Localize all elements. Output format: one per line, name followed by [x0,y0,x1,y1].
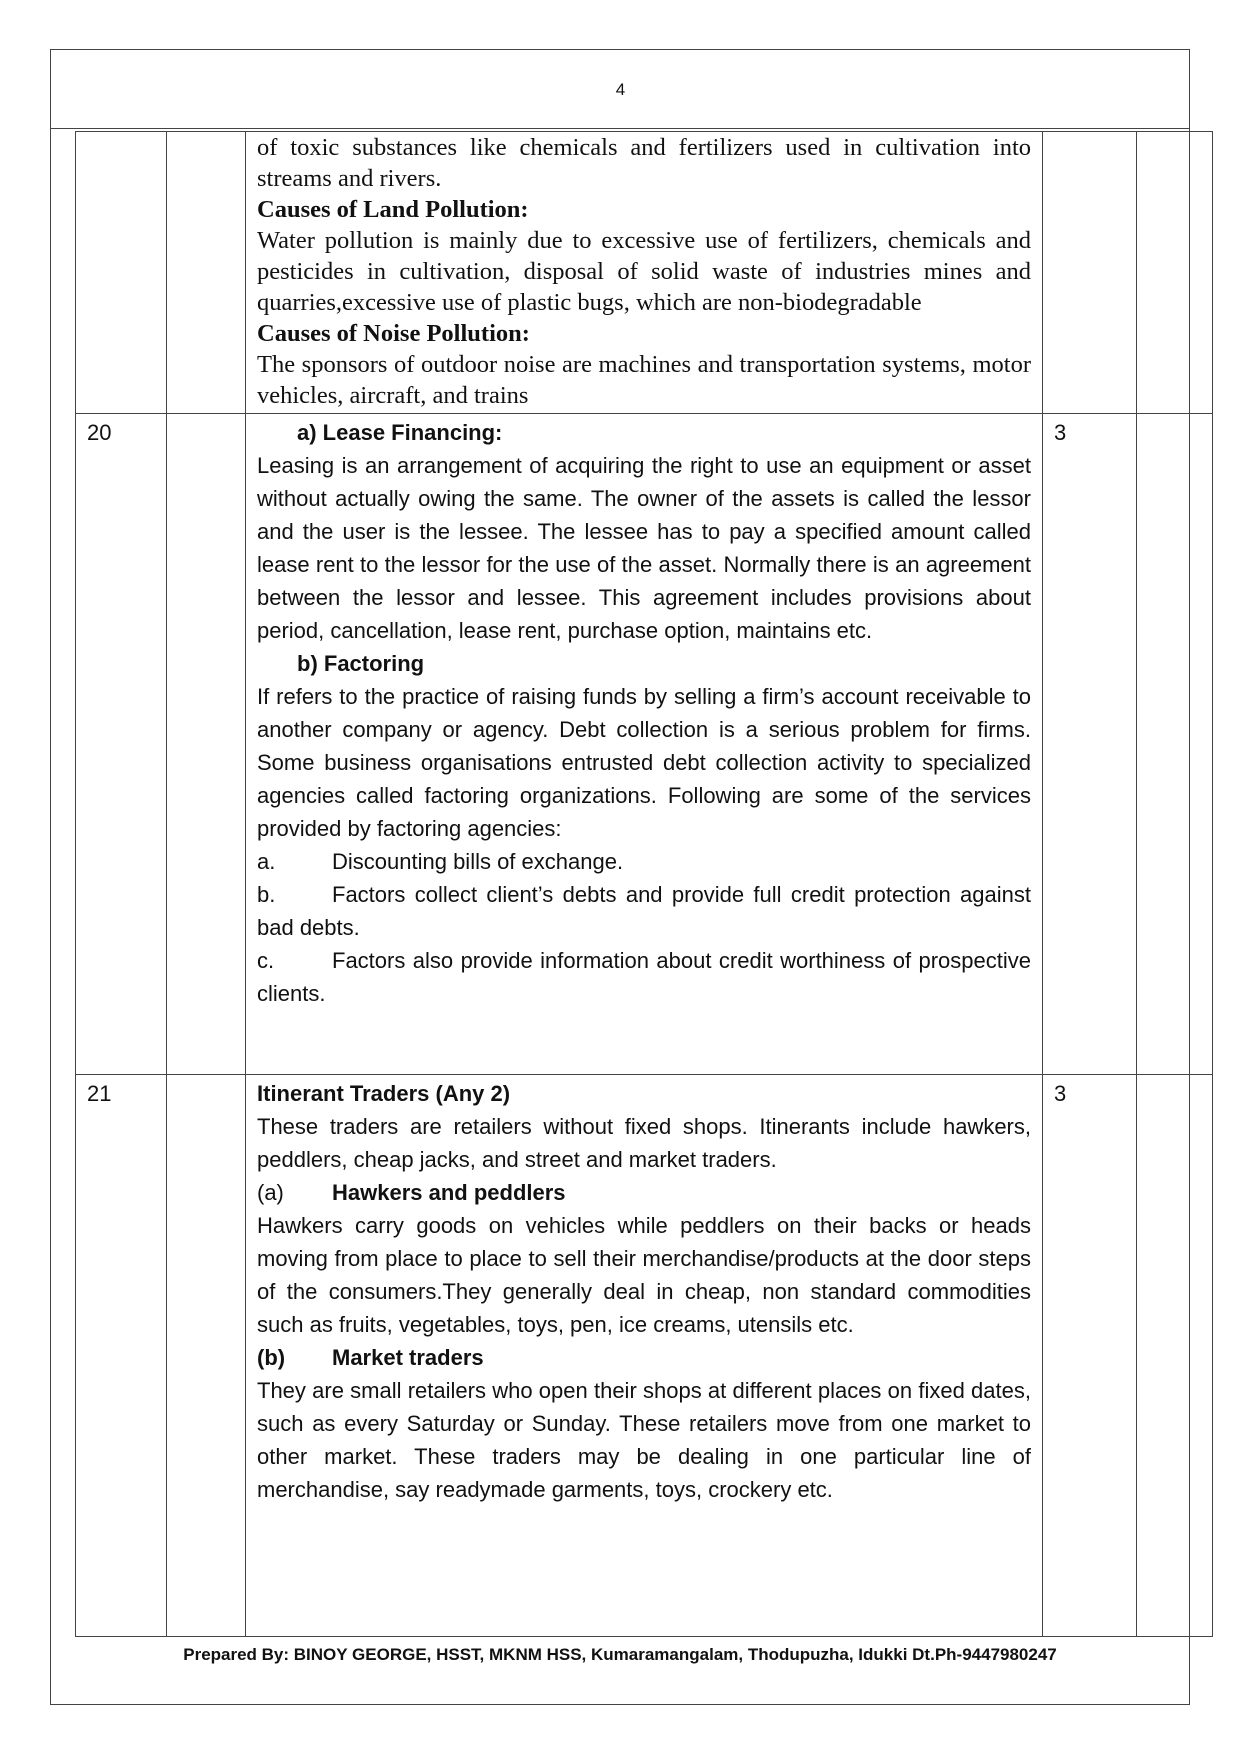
marks-cell: 3 [1043,1075,1137,1637]
table-row [76,1075,1213,1637]
list-item [257,878,1031,944]
marks-cell: 3 [1043,414,1137,1075]
list-item-text: Factors also provide information about credit worthiness of prospective clients. [257,948,1031,1006]
itinerant-traders-heading: Itinerant Traders (Any 2) [257,1081,511,1106]
remarks-cell [1137,1075,1213,1637]
question-number-cell [76,132,167,414]
land-pollution-text: Water pollution is mainly due to excessive use of fertilizers, chemicals and pesticides in cultivation, disposal of solid waste of industries mines and quarries,excessive use of plastic bugs, which are non-biodegradable [257,227,1031,316]
sub-question-cell [167,414,246,1075]
noise-pollution-heading: Causes of Noise Pollution: [257,320,530,347]
header-divider [50,128,1190,129]
answer-cell [246,1075,1043,1637]
list-item-text: Discounting bills of exchange. [332,849,624,874]
market-key: (b) [257,1345,286,1370]
hawkers-key: (a) [257,1180,284,1205]
list-item [257,845,1031,878]
answer-text-block [246,132,1042,413]
footer-credit: Prepared By: BINOY GEORGE, HSST, MKNM HSS, Kumaramangalam, Thodupuzha, Idukki Dt.Ph-9447980247 [183,1645,1057,1664]
market-traders-text: They are small retailers who open their shops at different places on fixed dates, such as every Saturday or Sunday. These retailers move from one market to other market. These traders may be dealing in one particular line of merchandise, say readymade garments, toys, crockery etc. [257,1378,1031,1502]
factoring-heading: b) Factoring [297,651,425,676]
factoring-text: If refers to the practice of raising funds by selling a firm’s account receivable to another company or agency. Debt collection is a serious problem for firms. Some business organisations entrusted debt collection activity to specialized agencies called factoring organizations. Following are some of the services provided by factoring agencies: [257,684,1031,841]
list-item-text: Factors collect client’s debts and provide full credit protection against bad debts. [257,882,1031,940]
answer-cell [246,414,1043,1075]
market-traders-heading: Market traders [332,1345,484,1370]
remarks-cell [1137,132,1213,414]
question-number-cell: 21 [76,1075,167,1637]
question-number-cell: 20 [76,414,167,1075]
hawkers-text: Hawkers carry goods on vehicles while peddlers on their backs or heads moving from place to place to sell their merchandise/products at the door steps of the consumers.They generally deal in cheap, non standard commodities such as fruits, vegetables, toys, pen, ice creams, utensils etc. [257,1213,1031,1337]
list-item-key: a. [257,849,276,874]
answer-table [75,131,1213,1637]
sub-question-cell [167,132,246,414]
noise-pollution-text: The sponsors of outdoor noise are machines and transportation systems, motor vehicles, aircraft, and trains [257,351,1031,409]
sub-question-cell [167,1075,246,1637]
lease-financing-heading: a) Lease Financing: [297,420,503,445]
market-heading-line [257,1341,1031,1374]
list-item [257,944,1031,1010]
land-pollution-heading: Causes of Land Pollution: [257,196,529,223]
page-number: 4 [615,80,626,99]
hawkers-heading-line [257,1176,1031,1209]
answer-cell [246,132,1043,414]
table-row [76,414,1213,1075]
remarks-cell [1137,414,1213,1075]
marks-cell [1043,132,1137,414]
lease-financing-text: Leasing is an arrangement of acquiring the right to use an equipment or asset without actually owing the same. The owner of the assets is called the lessor and the user is the lessee. The lessee has to pay a specified amount called lease rent to the lessor for the use of the asset. Normally there is an agreement between the lessor and lessee. This agreement includes provisions about period, cancellation, lease rent, purchase option, maintains etc. [257,453,1031,643]
itinerant-traders-intro: These traders are retailers without fixed shops. Itinerants include hawkers, peddlers, cheap jacks, and street and market traders. [257,1114,1031,1172]
continued-text: of toxic substances like chemicals and fertilizers used in cultivation into streams and rivers. [257,134,1031,192]
list-item-key: b. [257,882,276,907]
list-item-key: c. [257,948,275,973]
hawkers-heading: Hawkers and peddlers [332,1180,566,1205]
answer-text-block [246,414,1042,1013]
table-row [76,132,1213,414]
answer-text-block [246,1075,1042,1509]
